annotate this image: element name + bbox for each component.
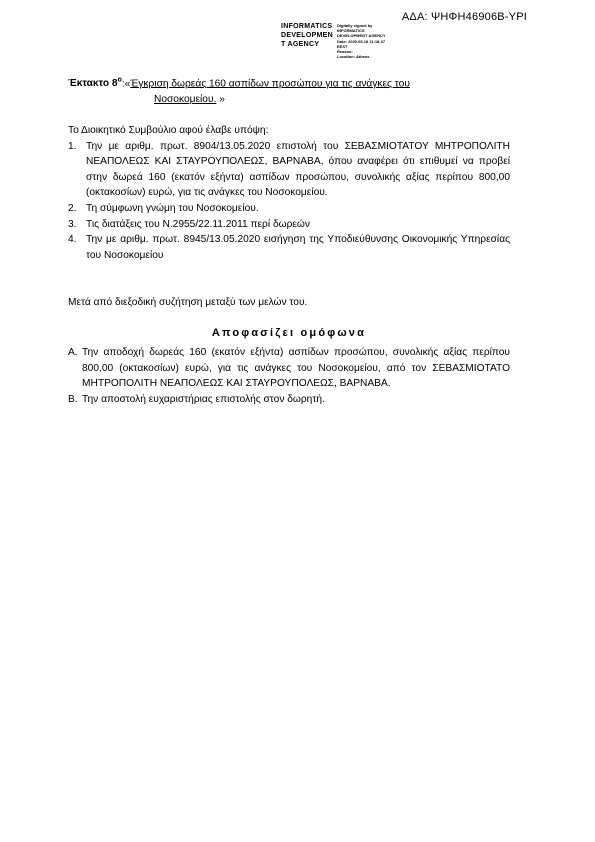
list-item	[68, 232, 510, 263]
considerations-section	[68, 123, 510, 263]
signer-name	[281, 22, 333, 59]
list-item-number: 3.	[68, 218, 77, 230]
decision-title: Αποφασίζει ομόφωνα	[211, 327, 367, 339]
agenda-heading-line-2	[68, 92, 510, 108]
list-item-text: Την με αριθμ. πρωτ. 8904/13.05.2020 επιστολή του ΣΕΒΑΣΜΙΟΤΑΤΟΥ ΜΗΤΡΟΠΟΛΙΤΗ ΝΕΑΠΟΛΕΩΣ ΚΑΙ ΣΤΑΥΡΟΥΠΟΛΕΩΣ, ΒΑΡΝΑΒΑ, όπου αναφέρει ότι επιθυμεί να προβεί στην δωρεά 160 (εκατόν εξήντα) ασπίδων προσώπου, συνολικής αξίας περίπου 800,00 (οκτακοσίων) ευρώ, για τις ανάγκες του Νοσοκομείου.	[86, 140, 510, 199]
signature-detail-line: Digitally signed by	[337, 23, 373, 28]
list-item	[68, 139, 510, 201]
agenda-subject-line-2: Νοσοκομείου.	[154, 93, 217, 105]
decisions-list	[68, 345, 510, 407]
signature-detail-line: Date: 2020.05.18 11:18:37	[337, 38, 386, 44]
discussion-note: Μετά από διεξοδική συζήτηση μεταξύ των μελών του.	[68, 297, 308, 308]
list-item-number: 1.	[68, 140, 77, 152]
agenda-label	[68, 78, 122, 89]
signature-detail-line: DEVELOPMENT AGENCY	[337, 33, 386, 39]
decision-letter: Α.	[68, 347, 78, 358]
agenda-heading-line-1	[68, 73, 510, 92]
ada-code: ΑΔΑ: ΨΗΦΗ46906Β-ΥΡΙ	[401, 11, 527, 23]
signature-detail-line: Location: Athens	[337, 54, 370, 60]
decision-text: Την αποδοχή δωρεάς 160 (εκατόν εξήντα) ασπίδων προσώπου, συνολικής αξίας περίπου 800,00 (οκτακοσίων) ευρώ, για τις ανάγκες του Νοσοκομείου, από τον ΣΕΒΑΣΜΙΟΤΑΤΟ ΜΗΤΡΟΠΟΛΙΤΗ ΝΕΑΠΟΛΕΩΣ ΚΑΙ ΣΤΑΥΡΟΥΠΟΛΕΩΣ, ΒΑΡΝΑΒΑ.	[82, 347, 510, 390]
decision-item	[68, 345, 510, 392]
decision-text: Την αποστολή ευχαριστήριας επιστολής στον δωρητή.	[82, 393, 325, 405]
considerations-intro: Το Διοικητικό Συμβούλιο αφού έλαβε υπόψη:	[68, 125, 269, 136]
considerations-list	[68, 139, 510, 264]
signature-detail-line: Reason:	[337, 49, 353, 55]
signature-details	[337, 22, 386, 59]
agenda-quote-open: :«	[121, 78, 131, 90]
list-item	[68, 217, 510, 233]
list-item-text: Τη σύμφωνη γνώμη του Νοσοκομείου.	[86, 202, 259, 214]
digital-signature-stamp	[281, 22, 386, 59]
signer-name-line: DEVELOPMEN	[281, 32, 334, 39]
signer-name-line: T AGENCY	[281, 41, 320, 48]
list-item-text: Τις διατάξεις του Ν.2955/22.11.2011 περί δωρεών	[86, 218, 310, 230]
list-item-number: 4.	[68, 234, 77, 246]
agenda-quote-close: »	[216, 93, 225, 105]
agenda-label-suffix: ο	[117, 77, 122, 84]
agenda-subject-line-1: Έγκριση δωρεάς 160 ασπίδων προσώπου για τις ανάγκες του	[130, 78, 410, 90]
decision-letter: Β.	[68, 393, 78, 405]
agenda-heading	[68, 73, 510, 108]
list-item-number: 2.	[68, 202, 77, 214]
list-item	[68, 201, 510, 217]
signer-name-line: INFORMATICS	[281, 23, 333, 30]
signature-detail-line: INFORMATICS	[337, 28, 365, 34]
agenda-label-text: Έκτακτο 8	[68, 78, 118, 90]
decision-item	[68, 392, 510, 408]
signature-detail-line: EEST	[337, 43, 348, 49]
list-item-text: Την με αριθμ. πρωτ. 8945/13.05.2020 εισήγηση της Υποδιεύθυνσης Οικονομικής Υπηρεσίας του Νοσοκομείου	[86, 234, 510, 261]
